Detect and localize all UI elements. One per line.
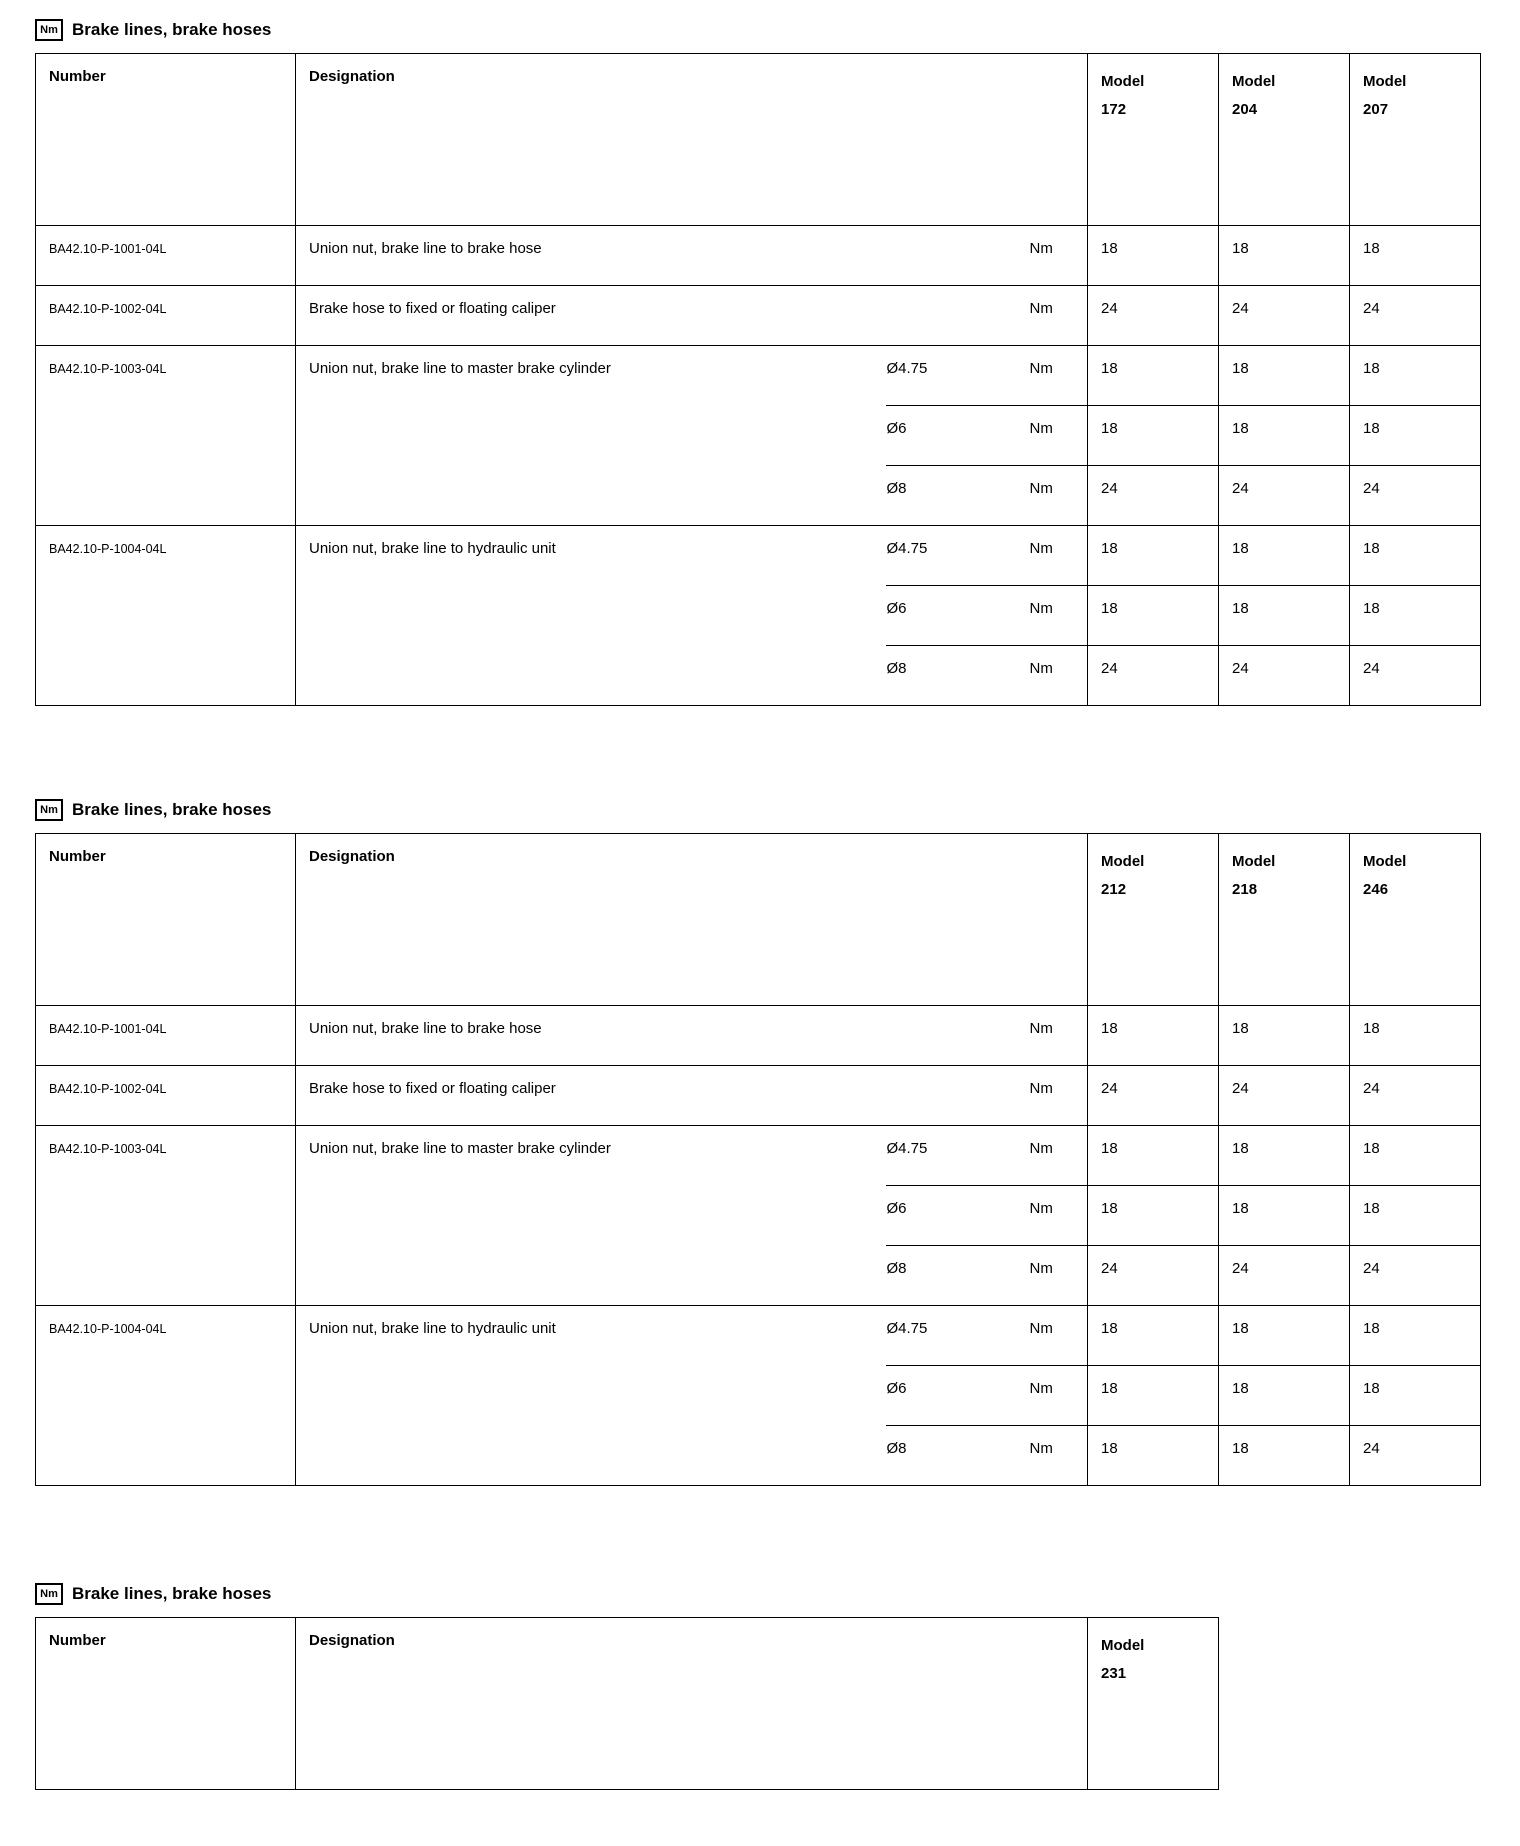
diameter-spec: Ø4.75 [886, 346, 1016, 406]
torque-spec-table-2 [35, 833, 1481, 1486]
torque-value: 18 [1088, 526, 1219, 586]
torque-value: 18 [1219, 1306, 1350, 1366]
diameter-spec: Ø4.75 [886, 526, 1016, 586]
column-header-model [1088, 834, 1219, 1006]
diameter-spec: Ø6 [886, 586, 1016, 646]
torque-value: 24 [1350, 286, 1481, 346]
torque-value: 18 [1088, 226, 1219, 286]
column-header-number: Number [36, 54, 296, 226]
spec-row [36, 1066, 1481, 1126]
torque-value: 24 [1350, 646, 1481, 706]
model-header-line: 172 [1101, 101, 1127, 118]
torque-value: 24 [1219, 1066, 1350, 1126]
table-header-row [36, 1618, 1219, 1790]
spec-row [36, 1306, 1481, 1366]
designation-text: Brake hose to fixed or floating caliper [296, 286, 886, 346]
diameter-spec: Ø8 [886, 646, 1016, 706]
torque-value: 24 [1350, 466, 1481, 526]
part-number: BA42.10-P-1002-04L [36, 1066, 296, 1126]
torque-value: 24 [1088, 1066, 1219, 1126]
torque-value: 18 [1088, 346, 1219, 406]
unit-nm-label: Nm [1016, 286, 1088, 346]
column-header-model [1088, 1618, 1219, 1790]
model-header-line: Model [1101, 853, 1145, 870]
spec-row [36, 346, 1481, 406]
spec-row [36, 1126, 1481, 1186]
torque-value: 18 [1219, 406, 1350, 466]
part-number: BA42.10-P-1003-04L [36, 346, 296, 526]
model-header-line: Model [1232, 853, 1276, 870]
torque-value: 18 [1350, 1186, 1481, 1246]
spec-row [36, 286, 1481, 346]
unit-nm-label: Nm [1016, 1426, 1088, 1486]
torque-value: 18 [1350, 346, 1481, 406]
designation-text: Union nut, brake line to master brake cylinder [296, 346, 886, 526]
unit-nm-label: Nm [1016, 526, 1088, 586]
torque-value: 18 [1350, 1306, 1481, 1366]
nm-torque-icon: Nm [35, 1583, 63, 1605]
column-header-model [1219, 54, 1350, 226]
designation-text: Union nut, brake line to hydraulic unit [296, 526, 886, 706]
section-header [35, 18, 1485, 42]
part-number: BA42.10-P-1001-04L [36, 1006, 296, 1066]
designation-text: Union nut, brake line to brake hose [296, 1006, 886, 1066]
torque-value: 24 [1219, 286, 1350, 346]
unit-nm-label: Nm [1016, 1366, 1088, 1426]
torque-value: 18 [1219, 586, 1350, 646]
section-title: Brake lines, brake hoses [72, 19, 272, 39]
model-header-line: 218 [1232, 881, 1258, 898]
column-header-model [1350, 54, 1481, 226]
torque-spec-table-1 [35, 53, 1481, 706]
unit-nm-label: Nm [1016, 406, 1088, 466]
section-brake-lines-2 [35, 798, 1485, 1486]
torque-value: 24 [1219, 1246, 1350, 1306]
diameter-spec [886, 226, 1016, 286]
part-number: BA42.10-P-1002-04L [36, 286, 296, 346]
torque-value: 18 [1350, 526, 1481, 586]
torque-value: 24 [1088, 286, 1219, 346]
torque-value: 18 [1088, 1306, 1219, 1366]
part-number: BA42.10-P-1004-04L [36, 1306, 296, 1486]
torque-value: 18 [1350, 406, 1481, 466]
designation-text: Union nut, brake line to master brake cylinder [296, 1126, 886, 1306]
spec-row [36, 526, 1481, 586]
torque-value: 18 [1219, 1126, 1350, 1186]
unit-nm-label: Nm [1016, 1306, 1088, 1366]
unit-nm-label: Nm [1016, 466, 1088, 526]
part-number: BA42.10-P-1001-04L [36, 226, 296, 286]
unit-nm-label: Nm [1016, 1066, 1088, 1126]
designation-text: Union nut, brake line to brake hose [296, 226, 886, 286]
torque-value: 24 [1350, 1246, 1481, 1306]
part-number: BA42.10-P-1004-04L [36, 526, 296, 706]
unit-nm-label: Nm [1016, 226, 1088, 286]
section-title: Brake lines, brake hoses [72, 799, 272, 819]
model-header-line: Model [1363, 73, 1407, 90]
torque-value: 18 [1088, 1126, 1219, 1186]
torque-value: 18 [1088, 586, 1219, 646]
part-number: BA42.10-P-1003-04L [36, 1126, 296, 1306]
torque-value: 18 [1219, 1366, 1350, 1426]
diameter-spec: Ø4.75 [886, 1126, 1016, 1186]
diameter-spec: Ø6 [886, 406, 1016, 466]
torque-value: 18 [1350, 1126, 1481, 1186]
unit-nm-label: Nm [1016, 1246, 1088, 1306]
torque-spec-table-3 [35, 1617, 1219, 1790]
spec-row [36, 226, 1481, 286]
model-header-line: Model [1101, 1637, 1145, 1654]
column-header-number: Number [36, 1618, 296, 1790]
torque-value: 18 [1219, 1006, 1350, 1066]
column-header-model [1088, 54, 1219, 226]
diameter-spec: Ø8 [886, 1246, 1016, 1306]
column-header-designation: Designation [296, 1618, 1088, 1790]
torque-value: 18 [1088, 1426, 1219, 1486]
unit-nm-label: Nm [1016, 1186, 1088, 1246]
torque-value: 18 [1088, 1006, 1219, 1066]
torque-value: 18 [1350, 1006, 1481, 1066]
section-brake-lines-3 [35, 1582, 1485, 1790]
table-header-row [36, 54, 1481, 226]
column-header-designation: Designation [296, 834, 1088, 1006]
model-header-line: 246 [1363, 881, 1389, 898]
torque-value: 18 [1350, 1366, 1481, 1426]
section-header [35, 798, 1485, 822]
unit-nm-label: Nm [1016, 646, 1088, 706]
torque-value: 18 [1219, 1186, 1350, 1246]
torque-value: 18 [1350, 226, 1481, 286]
designation-text: Union nut, brake line to hydraulic unit [296, 1306, 886, 1486]
torque-value: 24 [1088, 1246, 1219, 1306]
torque-value: 24 [1219, 466, 1350, 526]
model-header-line: 231 [1101, 1665, 1127, 1682]
diameter-spec [886, 1066, 1016, 1126]
torque-value: 18 [1219, 1426, 1350, 1486]
model-header-line: 204 [1232, 101, 1258, 118]
model-header-line: Model [1101, 73, 1145, 90]
model-header-line: Model [1232, 73, 1276, 90]
torque-value: 18 [1088, 406, 1219, 466]
column-header-model [1350, 834, 1481, 1006]
torque-value: 24 [1088, 646, 1219, 706]
torque-value: 24 [1350, 1066, 1481, 1126]
torque-value: 18 [1350, 586, 1481, 646]
unit-nm-label: Nm [1016, 346, 1088, 406]
torque-value: 24 [1219, 646, 1350, 706]
model-header-line: 212 [1101, 881, 1127, 898]
torque-value: 18 [1219, 226, 1350, 286]
model-header-line: 207 [1363, 101, 1389, 118]
model-header-line: Model [1363, 853, 1407, 870]
column-header-model [1219, 834, 1350, 1006]
unit-nm-label: Nm [1016, 1126, 1088, 1186]
section-header [35, 1582, 1485, 1606]
section-title: Brake lines, brake hoses [72, 1583, 272, 1603]
designation-text: Brake hose to fixed or floating caliper [296, 1066, 886, 1126]
diameter-spec: Ø8 [886, 466, 1016, 526]
diameter-spec: Ø6 [886, 1186, 1016, 1246]
diameter-spec [886, 286, 1016, 346]
diameter-spec: Ø6 [886, 1366, 1016, 1426]
torque-value: 24 [1350, 1426, 1481, 1486]
torque-value: 18 [1219, 346, 1350, 406]
column-header-designation: Designation [296, 54, 1088, 226]
torque-value: 24 [1088, 466, 1219, 526]
nm-torque-icon: Nm [35, 19, 63, 41]
unit-nm-label: Nm [1016, 586, 1088, 646]
table-header-row [36, 834, 1481, 1006]
section-brake-lines-1 [35, 18, 1485, 706]
column-header-number: Number [36, 834, 296, 1006]
spec-row [36, 1006, 1481, 1066]
diameter-spec: Ø8 [886, 1426, 1016, 1486]
torque-value: 18 [1219, 526, 1350, 586]
diameter-spec [886, 1006, 1016, 1066]
nm-torque-icon: Nm [35, 799, 63, 821]
torque-value: 18 [1088, 1186, 1219, 1246]
torque-value: 18 [1088, 1366, 1219, 1426]
unit-nm-label: Nm [1016, 1006, 1088, 1066]
diameter-spec: Ø4.75 [886, 1306, 1016, 1366]
